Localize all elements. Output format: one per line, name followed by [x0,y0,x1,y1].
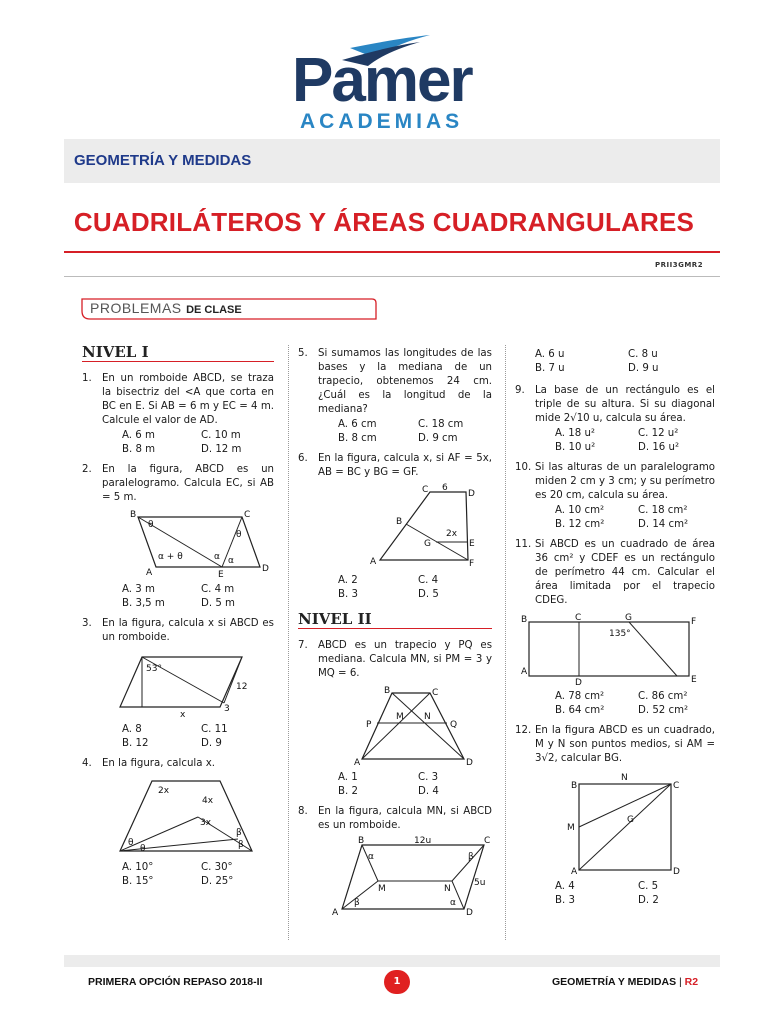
fig-label: α [214,552,220,562]
fig-label: 3x [200,818,212,828]
column-divider [288,345,289,940]
fig-label: A [354,758,361,768]
answer-options [318,771,492,799]
option: B. 8 m [122,444,156,455]
fig-label: θ [128,838,134,848]
fig-label: D [262,564,269,574]
problem-number: 1. [82,373,92,384]
fig-label: C [484,836,491,846]
brand-name: Pamer [292,46,472,115]
column-3 [515,347,715,914]
fig-label: C [575,613,582,623]
problem-5 [298,347,492,446]
problem-text: Si las alturas de un paralelogramo miden 2 cm y 3 cm; y su perímetro es 20 cm, calcula su área. [535,462,715,501]
fig-label: A [332,908,339,918]
answer-options [102,429,274,457]
option: C. 18 cm [418,419,464,430]
footer-band [64,955,720,967]
fig-label: D [466,758,473,768]
fig-label: A [146,568,153,578]
fig-label: α [368,852,374,862]
fig-label: G [625,613,632,623]
fig-label: E [691,675,697,685]
fig-label: D [466,908,473,918]
problem-number: 10. [515,462,532,473]
option: B. 8 cm [338,433,377,444]
option: D. 9 [201,738,222,749]
problem-8 [298,805,492,917]
figure-romboid-bisectors [318,836,491,918]
answer-options [535,690,715,718]
option: D. 4 [418,786,439,797]
option: C. 3 [418,772,439,783]
fig-label: B [384,686,391,696]
fig-label: 2x [446,529,458,539]
option: D. 16 u² [638,442,680,453]
fig-label: 135° [609,629,631,639]
fig-label: C [432,688,439,698]
problem-8-options [515,348,715,376]
fig-label: 6 [442,483,448,493]
option: B. 12 [122,738,149,749]
brand-subtitle: ACADEMIAS [300,110,464,133]
problem-number: 2. [82,464,92,475]
fig-label: β [468,852,474,862]
option: C. 11 [201,724,228,735]
fig-label: G [627,815,634,825]
fig-label: D [575,678,582,688]
problem-number: 4. [82,758,92,769]
option: A. 18 u² [555,428,596,439]
problem-9 [515,384,715,455]
problem-number: 8. [298,806,308,817]
title-divider [64,251,720,253]
fig-label: M [378,884,386,894]
problem-text: En la figura, calcula x, si AF = 5x, AB = BC y BG = GF. [318,453,492,478]
option: D. 25° [201,876,234,887]
fig-label: θ [236,530,242,540]
figure-square-midpoints [535,770,705,876]
option: D. 2 [638,895,659,906]
problem-text: En la figura, calcula x si ABCD es un romboide. [102,618,274,643]
option: C. 10 m [201,430,241,441]
option: D. 5 m [201,598,235,609]
fig-label: E [218,570,224,580]
fig-label: 3 [224,704,230,714]
fig-label: 4x [202,796,214,806]
option: A. 78 cm² [555,691,605,702]
figure-trapezoid-median [318,685,488,767]
option: C. 5 [638,881,659,892]
option: C. 4 m [201,584,235,595]
problem-number: 11. [515,539,532,550]
footer-subject: GEOMETRÍA Y MEDIDAS [552,976,677,988]
fig-label: β [354,898,360,908]
problem-text: En la figura, calcula x. [102,758,216,769]
footer-code: R2 [684,976,699,988]
fig-label: θ [140,844,146,854]
problem-number: 9. [515,385,525,396]
problem-text: Si ABCD es un cuadrado de área 36 cm² y CDEF es un rectángulo de perímetro 44 cm. Calcular el área limitada por el trapecio CDEG. [535,539,715,606]
problem-number: 7. [298,640,308,651]
fig-label: 12u [414,836,432,846]
option: A. 1 [338,772,358,783]
option: D. 52 cm² [638,705,689,716]
problem-number: 6. [298,453,308,464]
option: C. 30° [201,862,233,873]
problem-2 [82,463,274,611]
answer-options [318,418,492,446]
problem-text: En un romboide ABCD, se traza la bisectriz del <A que corta en BC en E. Si AB = 6 m y EC = 4 m. Calcule el valor de AD. [102,373,274,426]
fig-label: A [571,867,578,877]
fig-label: α [228,556,234,566]
fig-label: β [236,828,242,838]
footer-right-text [552,976,698,988]
level-heading: NIVEL II [298,612,492,629]
option: D. 9 u [628,363,659,374]
figure-trapezoid [318,484,488,570]
problem-number: 3. [82,618,92,629]
subject-title: GEOMETRÍA Y MEDIDAS [74,152,252,169]
option: B. 7 u [535,363,565,374]
fig-label: P [366,720,372,730]
fig-label: B [130,510,137,520]
fig-label: β [238,840,244,850]
option: A. 2 [338,575,358,586]
fig-label: α + θ [158,552,183,562]
footer-left-text: PRIMERA OPCIÓN REPASO 2018-II [88,976,263,988]
fig-label: 2x [158,786,170,796]
option: D. 5 [418,589,439,600]
column-divider [505,345,506,940]
fig-label: A [521,667,528,677]
option: B. 3 [555,895,575,906]
option: B. 2 [338,786,358,797]
option: A. 6 cm [338,419,377,430]
problem-6 [298,452,492,602]
problem-text: En la figura, ABCD es un paralelogramo. Calcula EC, si AB = 5 m. [102,464,274,503]
fig-label: N [621,773,628,783]
option: D. 12 m [201,444,242,455]
fig-label: M [567,823,575,833]
answer-options [535,427,715,455]
figure-square-rectangle [517,612,697,686]
fig-label: B [358,836,365,846]
option: B. 3 [338,589,358,600]
option: A. 10° [122,862,154,873]
document-code: PRII3GMR2 [655,261,704,269]
problem-11 [515,538,715,718]
figure-parallelogram [102,509,272,579]
fig-label: D [468,489,475,499]
option: A. 3 m [122,584,155,595]
fig-label: C [673,781,680,791]
fig-label: C [422,485,429,495]
column-1 [82,345,274,895]
answer-options [102,723,274,751]
problem-number: 5. [298,348,308,359]
option: B. 12 cm² [555,519,605,530]
option: A. 8 [122,724,142,735]
fig-label: θ [148,520,154,530]
problem-12 [515,724,715,908]
fig-label: x [180,710,186,720]
fig-label: E [469,539,475,549]
option: C. 8 u [628,349,658,360]
answer-options [318,574,492,602]
problem-10 [515,461,715,532]
answer-options [102,583,274,611]
fig-label: A [370,557,377,567]
fig-label: F [691,617,697,627]
fig-label: N [424,712,431,722]
fig-label: 5u [474,878,486,888]
problem-text: ABCD es un trapecio y PQ es mediana. Calcula MN, si PM = 3 y MQ = 6. [318,640,492,679]
fig-label: N [444,884,451,894]
section-heading-sub: DE CLASE [186,304,242,316]
option: C. 12 u² [638,428,679,439]
page-title: CUADRILÁTEROS Y ÁREAS CUADRANGULARES [73,207,695,237]
option: D. 9 cm [418,433,458,444]
option: C. 4 [418,575,439,586]
problem-text: La base de un rectángulo es el triple de su altura. Si su diagonal mide 2√10 u, calcula su área. [535,385,715,424]
problem-7 [298,639,492,799]
figure-quadrilateral [102,775,272,857]
figure-romboid [102,649,272,719]
problem-text: Si sumamos las longitudes de las bases y la mediana de un trapecio, obtenemos 24 cm. ¿Cuál es la longitud de la mediana? [318,348,492,415]
fig-label: 12 [236,682,248,692]
fig-label: F [469,559,475,569]
problem-1 [82,372,274,457]
column-2 [298,347,492,923]
header-divider [64,276,720,277]
footer-separator: | [679,976,682,988]
fig-label: B [521,615,528,625]
section-heading-main: PROBLEMAS [90,300,182,316]
fig-label: Q [450,720,458,730]
fig-label: B [571,781,578,791]
fig-label: C [244,510,251,520]
option: B. 3,5 m [122,598,165,609]
option: C. 18 cm² [638,505,688,516]
option: B. 64 cm² [555,705,605,716]
level-heading: NIVEL I [82,345,274,362]
option: D. 14 cm² [638,519,689,530]
answer-options [535,880,715,908]
option: A. 6 m [122,430,155,441]
problem-text: En la figura, calcula MN, si ABCD es un romboide. [318,806,492,831]
option: B. 15° [122,876,154,887]
answer-options [535,504,715,532]
page-number: 1 [384,970,410,994]
fig-label: 53° [146,664,162,674]
option: C. 86 cm² [638,691,688,702]
section-heading [90,300,242,318]
problem-3 [82,617,274,751]
option: A. 6 u [535,349,565,360]
fig-label: α [450,898,456,908]
fig-label: G [424,539,431,549]
fig-label: D [673,867,680,877]
option: A. 10 cm² [555,505,605,516]
problem-number: 12. [515,725,532,736]
problem-4 [82,757,274,889]
option: B. 10 u² [555,442,596,453]
problem-text: En la figura ABCD es un cuadrado, M y N son puntos medios, si AM = 3√2, calcular BG. [535,725,715,764]
answer-options [102,861,274,889]
option: A. 4 [555,881,575,892]
fig-label: M [396,712,404,722]
fig-label: B [396,517,403,527]
